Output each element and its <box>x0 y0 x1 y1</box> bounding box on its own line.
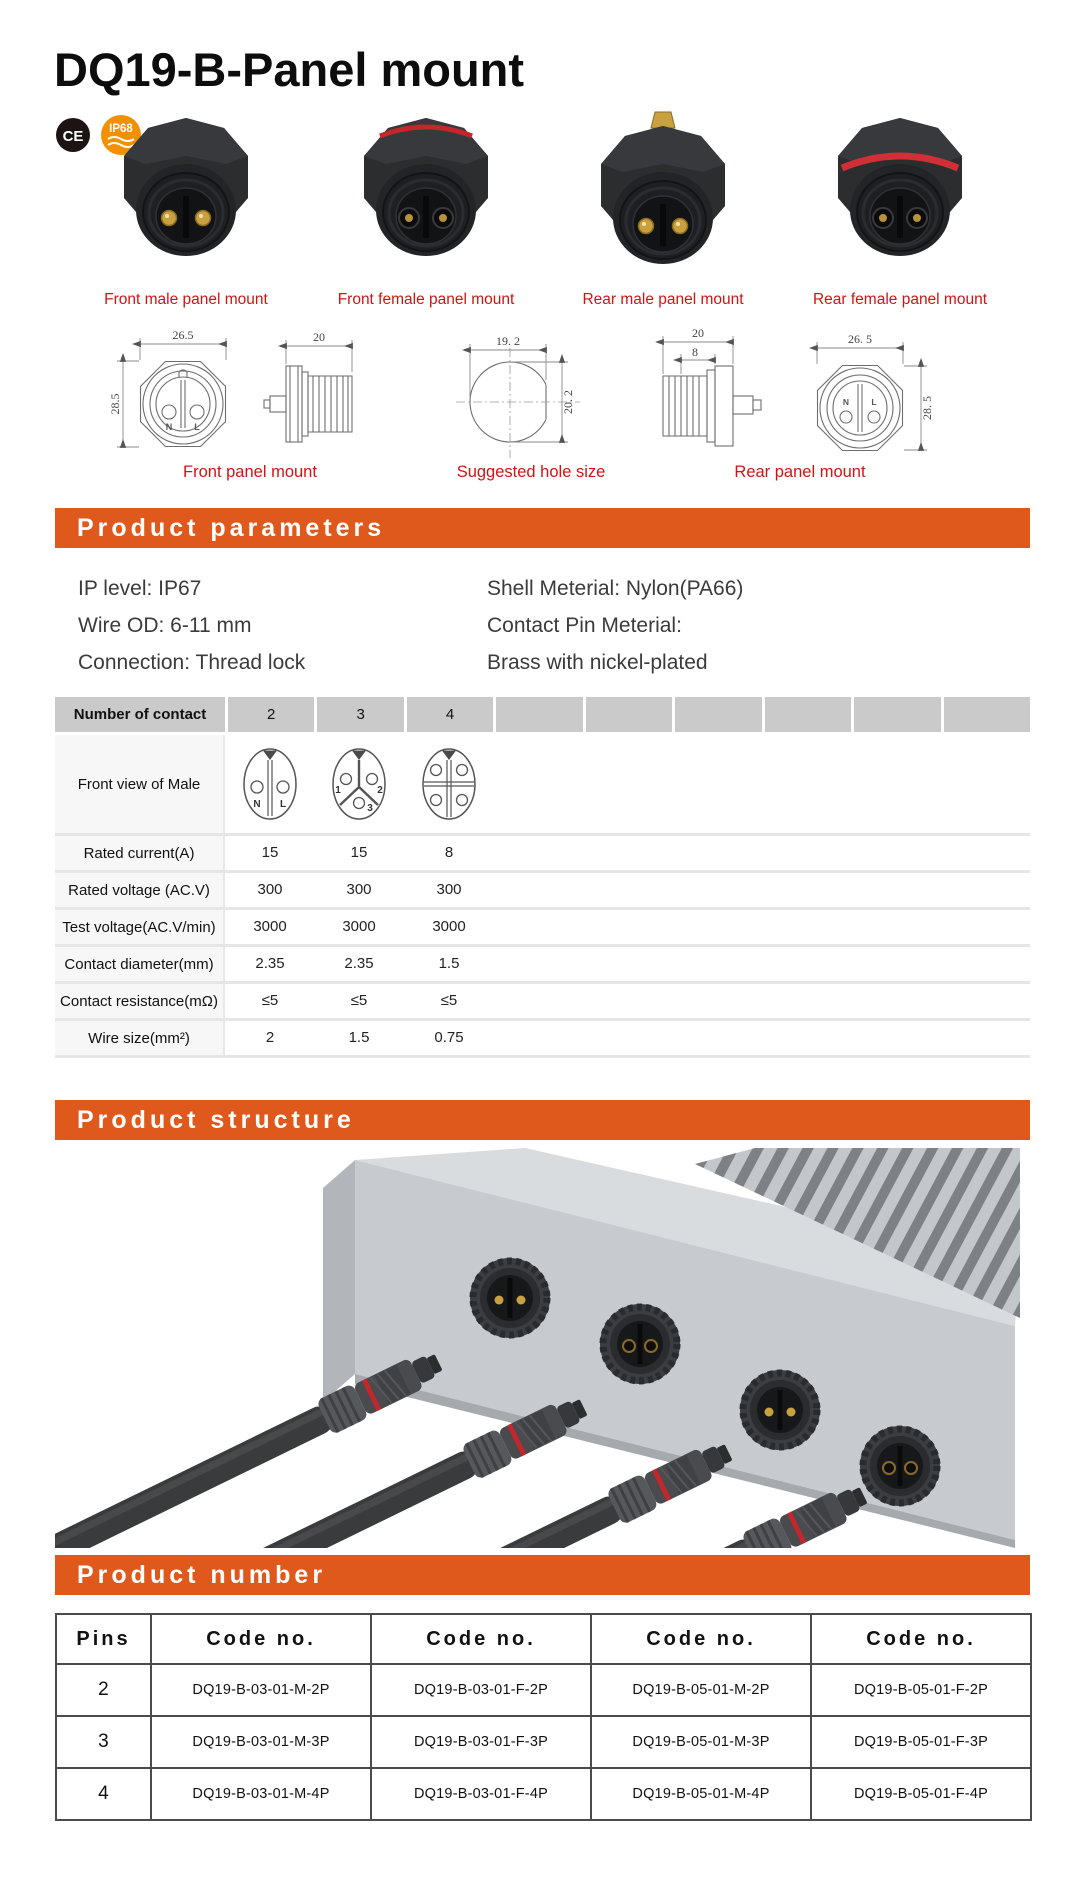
rear-dim-height: 28. 5 <box>920 396 934 420</box>
section-header-number: Product number <box>55 1555 1030 1595</box>
spec-header-cell <box>944 697 1030 732</box>
rear-pin-label-n: N <box>842 397 850 407</box>
parameters-right-column <box>487 570 743 681</box>
spec-header-cell <box>675 697 761 732</box>
pin2-label-l: L <box>279 799 287 810</box>
spec-row <box>55 944 1030 981</box>
spec-header-cell <box>854 697 940 732</box>
spec-value: 2 <box>265 1029 275 1046</box>
pn-pins-cell: 3 <box>56 1716 151 1768</box>
hole-dim-height: 20. 2 <box>561 390 575 414</box>
spec-header-cell <box>496 697 582 732</box>
pin-label-l: L <box>194 422 200 432</box>
spec-row-label: Wire size(mm²) <box>55 1021 225 1055</box>
pn-code-cell: DQ19-B-03-01-F-4P <box>371 1768 591 1820</box>
rear-pin-label-l: L <box>871 397 877 407</box>
pn-header-row <box>56 1614 1031 1664</box>
pin-diagram-4pin <box>421 747 477 821</box>
drawing-caption: Suggested hole size <box>456 463 606 481</box>
spec-table-header <box>55 697 1030 732</box>
spec-row <box>55 833 1030 870</box>
page-title: DQ19-B-Panel mount <box>54 43 525 96</box>
spec-header-cell: 3 <box>317 697 403 732</box>
spec-row-label: Test voltage(AC.V/min) <box>55 910 225 944</box>
rear-female-photo <box>815 110 985 282</box>
photo-caption: Front female panel mount <box>337 291 515 308</box>
spec-value: ≤5 <box>440 992 458 1009</box>
spec-row <box>55 1018 1030 1055</box>
photo-caption: Rear male panel mount <box>582 291 744 308</box>
spec-row-label: Rated voltage (AC.V) <box>55 873 225 907</box>
spec-header-cell <box>586 697 672 732</box>
spec-row <box>55 981 1030 1018</box>
pn-row <box>56 1664 1031 1716</box>
pin3-label-3: 3 <box>367 803 373 814</box>
section-header-structure: Product structure <box>55 1100 1030 1140</box>
parameters-left-column <box>78 570 305 681</box>
rear-dim-width: 26. 5 <box>848 332 872 346</box>
spec-header-label: Number of contact <box>55 697 225 732</box>
spec-table <box>55 697 1030 1058</box>
spec-value: 8 <box>444 844 454 861</box>
hole-dim-width: 19. 2 <box>496 334 520 348</box>
pn-header-pins: Pins <box>56 1614 151 1664</box>
drawing-caption: Rear panel mount <box>734 463 866 481</box>
pn-code-cell: DQ19-B-05-01-F-3P <box>811 1716 1031 1768</box>
front-panel-drawing-image <box>105 324 375 462</box>
hole-size-drawing-image <box>450 328 605 462</box>
spec-row-label: Rated current(A) <box>55 836 225 870</box>
dim-width: 26.5 <box>172 328 194 342</box>
pn-code-cell: DQ19-B-05-01-M-4P <box>591 1768 811 1820</box>
pn-row <box>56 1716 1031 1768</box>
spec-value: 3000 <box>342 918 376 935</box>
product-structure-image <box>55 1148 1030 1553</box>
product-number-table <box>55 1613 1032 1821</box>
pin-diagram-3pin <box>331 747 387 821</box>
parameter-line: Brass with nickel-plated <box>487 651 708 674</box>
front-female-photo <box>341 110 511 282</box>
pn-code-cell: DQ19-B-03-01-M-2P <box>151 1664 371 1716</box>
parameter-line: Connection: Thread lock <box>78 651 306 674</box>
pin-diagram-2pin <box>242 747 298 821</box>
spec-value: 300 <box>436 881 462 898</box>
ip68-label: IP68 <box>109 123 133 135</box>
rear-dim-thread: 8 <box>692 345 698 359</box>
spec-row <box>55 870 1030 907</box>
front-panel-drawing <box>105 324 375 467</box>
pn-pins-cell: 4 <box>56 1768 151 1820</box>
photo-caption: Rear female panel mount <box>812 291 988 308</box>
dim-depth: 20 <box>313 330 325 344</box>
spec-value: 15 <box>261 844 279 861</box>
spec-value: 3000 <box>253 918 287 935</box>
spec-value: 300 <box>346 881 372 898</box>
rear-panel-drawing-image <box>635 324 950 462</box>
ce-label: CE <box>62 128 84 145</box>
parameter-line: IP level: IP67 <box>78 577 202 600</box>
pin-label-n: N <box>165 422 173 432</box>
spec-value: 3000 <box>432 918 466 935</box>
pn-pins-cell: 2 <box>56 1664 151 1716</box>
pn-header-code: Code no. <box>371 1614 591 1664</box>
spec-value: 1.5 <box>438 955 460 972</box>
spec-value: 15 <box>350 844 368 861</box>
front-male-photo-image <box>101 110 271 282</box>
rear-dim-depth: 20 <box>692 326 704 340</box>
pn-code-cell: DQ19-B-05-01-F-4P <box>811 1768 1031 1820</box>
spec-value: 1.5 <box>348 1029 370 1046</box>
spec-header-cell <box>765 697 851 732</box>
pn-code-cell: DQ19-B-03-01-F-2P <box>371 1664 591 1716</box>
pn-row <box>56 1768 1031 1820</box>
pn-code-cell: DQ19-B-05-01-F-2P <box>811 1664 1031 1716</box>
section-header-parameters: Product parameters <box>55 508 1030 548</box>
pn-code-cell: DQ19-B-03-01-M-3P <box>151 1716 371 1768</box>
spec-value: ≤5 <box>350 992 368 1009</box>
parameter-line: Wire OD: 6-11 mm <box>78 614 252 637</box>
spec-header-cell: 2 <box>228 697 314 732</box>
spec-value: ≤5 <box>261 992 279 1009</box>
ce-icon <box>55 117 91 153</box>
pn-header-code: Code no. <box>151 1614 371 1664</box>
photo-caption: Front male panel mount <box>104 291 268 308</box>
spec-row-label: Front view of Male <box>55 735 225 833</box>
spec-value: 0.75 <box>434 1029 464 1046</box>
spec-value: 2.35 <box>344 955 374 972</box>
rear-panel-drawing <box>635 324 950 467</box>
spec-front-view-row <box>55 735 1030 833</box>
parameter-line: Contact Pin Meterial: <box>487 614 682 637</box>
parameter-line: Shell Meterial: Nylon(PA66) <box>487 577 744 600</box>
spec-row <box>55 907 1030 944</box>
front-female-photo-image <box>341 110 511 282</box>
spec-value: 300 <box>257 881 283 898</box>
dim-height: 28.5 <box>108 393 122 415</box>
spec-row-label: Contact resistance(mΩ) <box>55 984 225 1018</box>
front-male-photo <box>101 110 271 282</box>
pn-header-code: Code no. <box>591 1614 811 1664</box>
structure-scene <box>55 1148 1030 1548</box>
hole-size-drawing <box>450 328 605 467</box>
spec-value: 2.35 <box>255 955 285 972</box>
rear-female-photo-image <box>815 110 985 282</box>
pn-code-cell: DQ19-B-05-01-M-2P <box>591 1664 811 1716</box>
spec-row-label: Contact diameter(mm) <box>55 947 225 981</box>
pn-header-code: Code no. <box>811 1614 1031 1664</box>
rear-male-photo-image <box>578 110 748 282</box>
pin2-label-n: N <box>253 799 261 810</box>
pn-code-cell: DQ19-B-03-01-M-4P <box>151 1768 371 1820</box>
pin3-label-2: 2 <box>377 785 383 796</box>
pin3-label-1: 1 <box>335 785 341 796</box>
drawing-caption: Front panel mount <box>183 463 317 481</box>
rear-male-photo <box>578 110 748 282</box>
pn-code-cell: DQ19-B-03-01-F-3P <box>371 1716 591 1768</box>
pn-code-cell: DQ19-B-05-01-M-3P <box>591 1716 811 1768</box>
spec-header-cell: 4 <box>407 697 493 732</box>
